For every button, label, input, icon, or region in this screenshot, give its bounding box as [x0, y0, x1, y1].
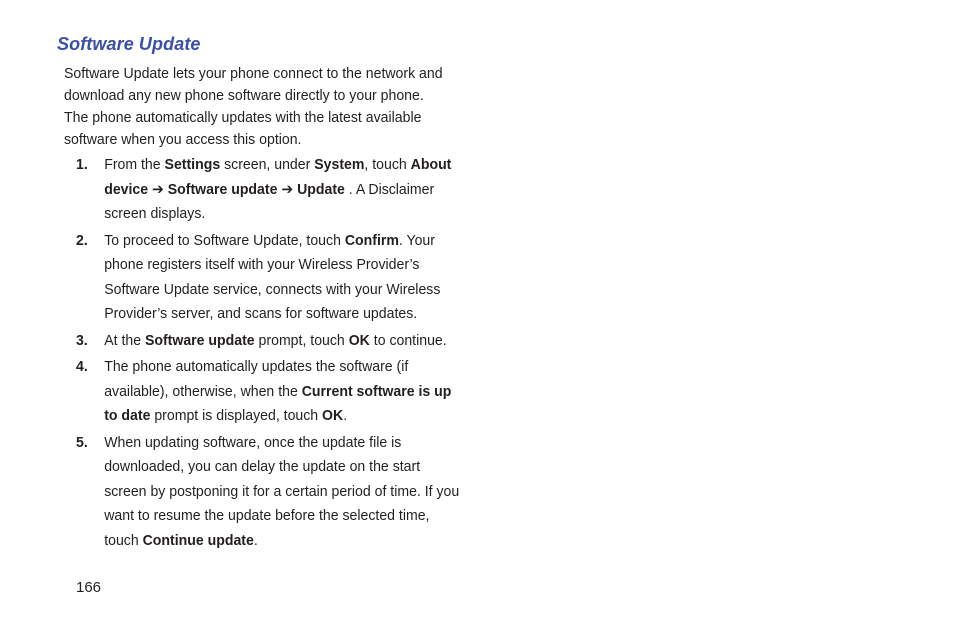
step-item-1	[76, 153, 461, 227]
step-text	[104, 332, 446, 349]
step-term: Settings	[164, 156, 221, 173]
page-number: 166	[76, 579, 102, 596]
step-text-run: At the	[104, 331, 145, 349]
step-text-run: .	[253, 531, 258, 549]
step-term: Current software is up to date	[104, 382, 452, 424]
step-item-2	[76, 229, 461, 327]
step-text-run: . A Disclaimer screen displays.	[104, 180, 435, 222]
step-text-run: prompt, touch	[254, 331, 349, 349]
step-term: About device ➔ Software update ➔ Update	[104, 156, 452, 198]
step-item-4	[76, 355, 461, 429]
step-text-run: screen, under	[220, 156, 315, 173]
step-text	[104, 232, 440, 323]
step-text-run: prompt is displayed, touch	[150, 407, 323, 424]
step-text-run: to continue.	[369, 331, 447, 349]
section-heading: Software Update	[57, 34, 201, 54]
step-number: 1.	[76, 156, 88, 173]
step-text	[104, 434, 459, 549]
step-term: Software update	[144, 331, 255, 349]
steps-list	[76, 153, 461, 555]
step-text-run: When updating software, once the update file is downloaded, you can delay the update on the start screen by postponing it for a certain period of time. If you want to resume the update before the selected time, touch	[104, 433, 460, 549]
step-term: Confirm	[344, 231, 399, 249]
step-number: 3.	[76, 331, 88, 349]
step-text	[104, 156, 451, 222]
step-term: Continue update	[142, 531, 254, 549]
step-text-run: .	[343, 407, 348, 424]
step-number: 2.	[76, 231, 88, 249]
step-text	[104, 358, 451, 424]
step-text-run: , touch	[364, 156, 411, 173]
step-text-run: The phone automatically updates the software (if available), otherwise, when the	[104, 358, 409, 400]
step-item-5	[76, 431, 461, 554]
step-term: System	[314, 156, 365, 173]
step-term: OK	[322, 407, 344, 424]
step-text-run: From the	[104, 156, 165, 173]
step-number: 5.	[76, 433, 88, 451]
step-text-run: . Your phone registers itself with your Wireless Provider’s Software Update service, connects with your Wireless Provider’s server, and scans for software updates.	[104, 231, 441, 322]
step-text-run: To proceed to Software Update, touch	[104, 231, 345, 249]
step-term: OK	[348, 331, 370, 349]
step-number: 4.	[76, 358, 88, 375]
step-item-3	[76, 329, 461, 354]
intro-paragraph: Software Update lets your phone connect to the network and download any new phone software directly to your phone. The phone automatically updates with the latest available software when you access this option.	[64, 65, 443, 148]
